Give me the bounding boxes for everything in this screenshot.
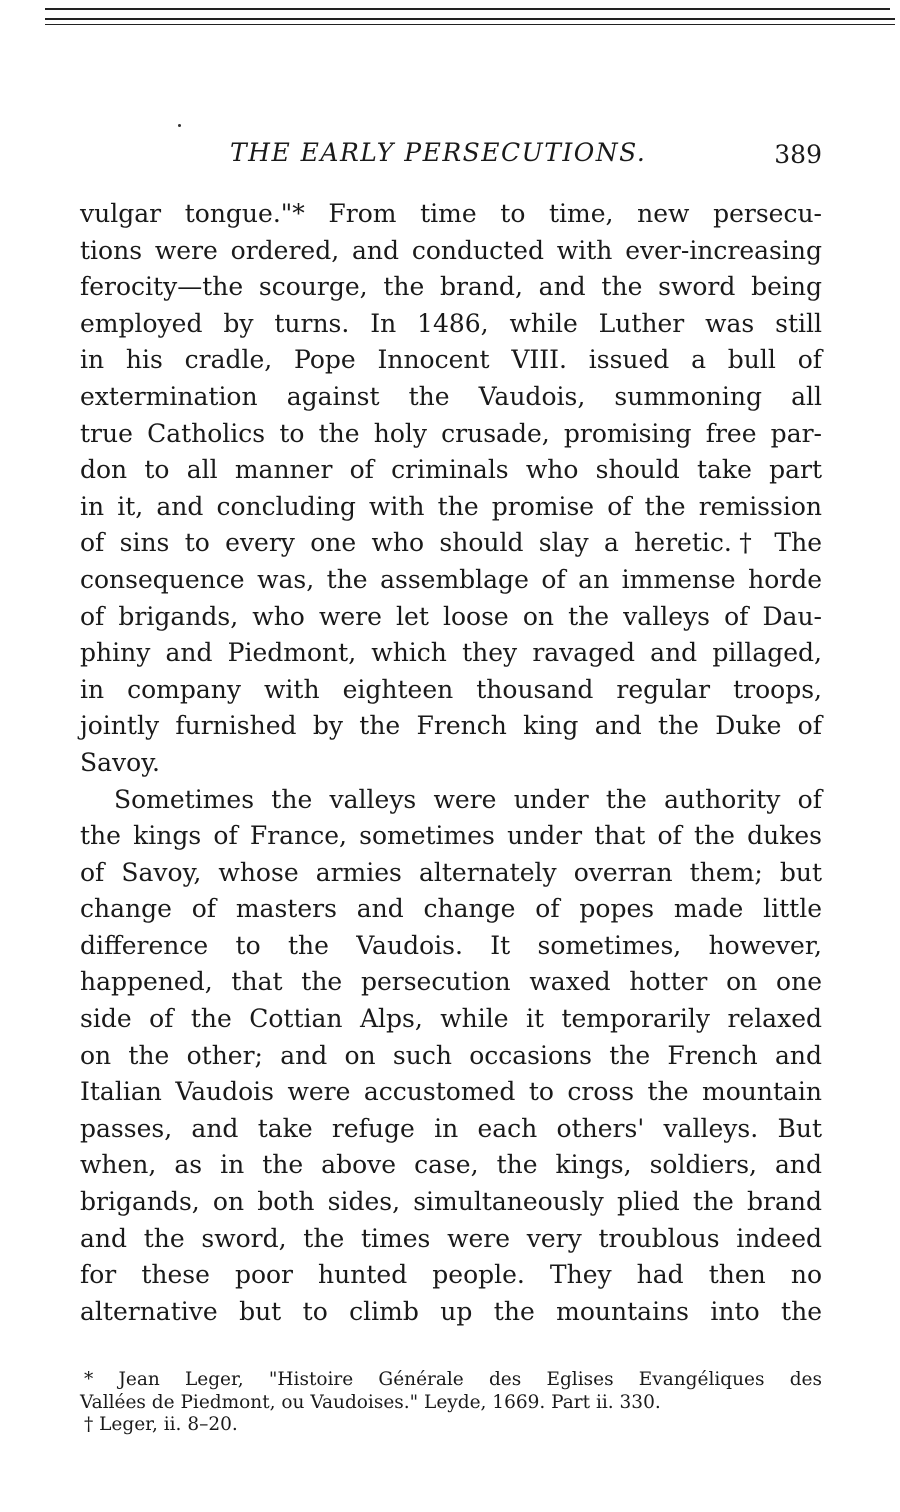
text-line: consequence was, the assemblage of an immense horde [80, 564, 822, 594]
text-line: and the sword, the times were very troublous indeed [80, 1223, 822, 1253]
text-line: alternative but to climb up the mountains into the [80, 1296, 822, 1326]
text-line: change of masters and change of popes made little [80, 894, 822, 924]
text-line: brigands, on both sides, simultaneously plied the brand [80, 1187, 822, 1217]
page-number: 389 [774, 140, 822, 169]
text-line: in it, and concluding with the promise of the remission [80, 491, 822, 521]
body-text [80, 196, 822, 1330]
running-head: THE EARLY PERSECUTIONS. [230, 138, 647, 167]
top-rule-2 [45, 18, 895, 20]
text-line: don to all manner of criminals who should take part [80, 455, 822, 485]
text-line: Italian Vaudois were accustomed to cross the mountain [80, 1077, 822, 1107]
paragraph-1 [80, 196, 822, 782]
page-header [80, 138, 822, 178]
top-rule-3 [45, 24, 895, 25]
text-line: passes, and take refuge in each others' valleys. But [80, 1113, 822, 1143]
text-line: Savoy. [80, 747, 160, 777]
text-line: side of the Cottian Alps, while it temporarily relaxed [80, 1004, 822, 1034]
paragraph-2 [80, 782, 822, 1331]
top-rule-1 [45, 8, 890, 10]
footnote-line: Vallées de Piedmont, ou Vaudoises." Leyde, 1669. Part ii. 330. [80, 1391, 661, 1413]
footnote-line: † Leger, ii. 8–20. [84, 1414, 238, 1435]
text-line: phiny and Piedmont, which they ravaged and pillaged, [80, 638, 822, 668]
ink-speck [178, 124, 181, 127]
text-line: happened, that the persecution waxed hotter on one [80, 967, 822, 997]
text-line: tions were ordered, and conducted with ever-increasing [80, 235, 822, 265]
text-line: for these poor hunted people. They had then no [80, 1260, 822, 1290]
text-line: jointly furnished by the French king and the Duke of [80, 711, 822, 741]
text-line: in his cradle, Pope Innocent VIII. issued a bull of [80, 345, 822, 375]
text-line: the kings of France, sometimes under that of the dukes [80, 821, 822, 851]
text-line: Sometimes the valleys were under the authority of [114, 784, 822, 814]
text-line: when, as in the above case, the kings, soldiers, and [80, 1150, 822, 1180]
text-line: of sins to every one who should slay a heretic.† The [80, 528, 822, 558]
text-line: difference to the Vaudois. It sometimes, however, [80, 930, 822, 960]
footnotes [80, 1369, 822, 1437]
footnote-line: * Jean Leger, "Histoire Générale des Eglises Evangéliques des [84, 1369, 822, 1390]
text-line: employed by turns. In 1486, while Luther was still [80, 308, 822, 338]
text-line: of Savoy, whose armies alternately overran them; but [80, 857, 822, 887]
text-line: extermination against the Vaudois, summoning all [80, 381, 822, 411]
text-line: on the other; and on such occasions the French and [80, 1040, 822, 1070]
text-line: of brigands, who were let loose on the valleys of Dau- [80, 601, 822, 631]
text-line: ferocity—the scourge, the brand, and the sword being [80, 272, 822, 302]
text-line: true Catholics to the holy crusade, promising free par- [80, 418, 822, 448]
text-line: in company with eighteen thousand regular troops, [80, 674, 822, 704]
text-line: vulgar tongue."* From time to time, new persecu- [80, 199, 822, 228]
